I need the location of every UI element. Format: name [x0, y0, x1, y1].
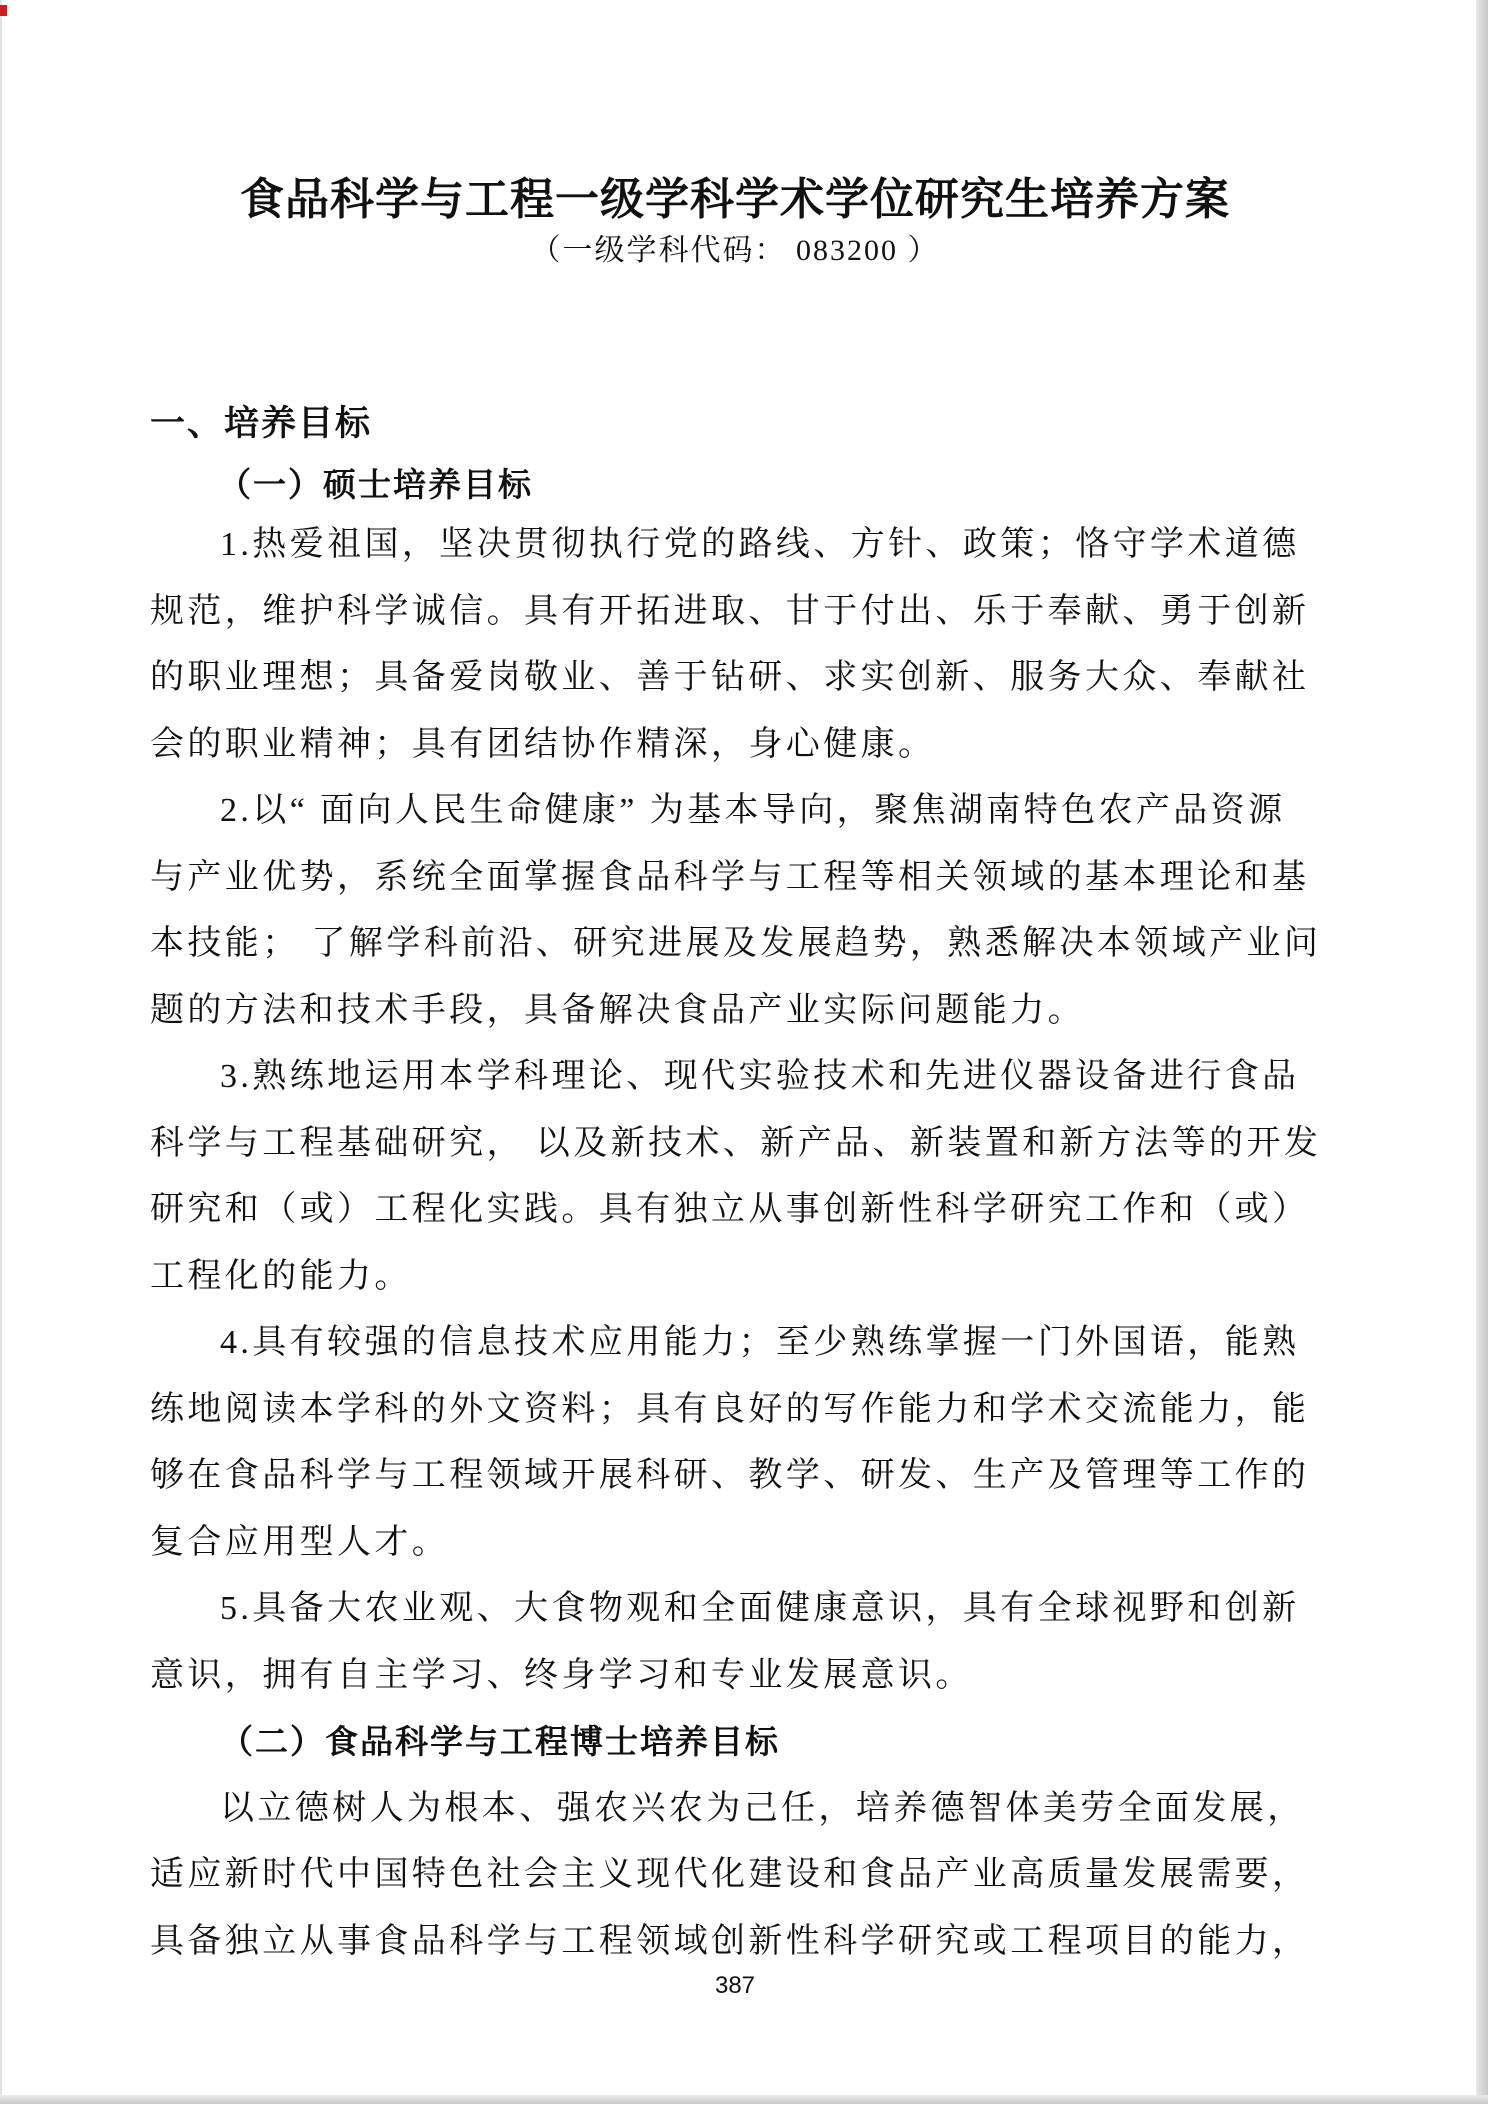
- page-number: 387: [714, 1972, 756, 1999]
- paragraph-4-line: 练地阅读本学科的外文资料；具有良好的写作能力和学术交流能力，能: [150, 1390, 1310, 1428]
- section-heading-training-objectives: 一、培养目标: [150, 404, 373, 443]
- document-title: 食品科学与工程一级学科学术学位研究生培养方案: [240, 175, 1230, 224]
- paragraph-1-line: 规范，维护科学诚信。具有开拓进取、甘于付出、乐于奉献、勇于创新: [150, 592, 1310, 630]
- paragraph-3-line: 3.熟练地运用本学科理论、现代实验技术和先进仪器设备进行食品: [220, 1058, 1300, 1095]
- doctor-paragraph-line: 适应新时代中国特色社会主义现代化建设和食品产业高质量发展需要，: [150, 1856, 1310, 1893]
- paragraph-2-line: 与产业优势，系统全面掌握食品科学与工程等相关领域的基本理论和基: [150, 858, 1310, 896]
- subsection-heading-master-objectives: （一）硕士培养目标: [218, 466, 533, 503]
- paragraph-2-line: 2.以“ 面向人民生命健康” 为基本导向，聚焦湖南特色农产品资源: [220, 792, 1286, 829]
- doctor-paragraph-line: 以立德树人为根本、强农兴农为己任，培养德智体美劳全面发展，: [220, 1789, 1305, 1827]
- paragraph-4-line: 复合应用型人才。: [150, 1523, 450, 1561]
- paragraph-5-line: 5.具备大农业观、大食物观和全面健康意识，具有全球视野和创新: [220, 1590, 1300, 1627]
- paragraph-2-line: 题的方法和技术手段，具备解决食品产业实际问题能力。: [150, 991, 1085, 1029]
- body-text: [150, 512, 1325, 1975]
- paragraph-3-line: 研究和（或）工程化实践。具有独立从事创新性科学研究工作和（或）: [150, 1191, 1310, 1228]
- paragraph-1-line: 会的职业精神；具有团结协作精深，身心健康。: [150, 725, 936, 763]
- scan-edge-bottom: [0, 2095, 1488, 2104]
- subsection-heading-doctor-objectives: （二）食品科学与工程博士培养目标: [220, 1723, 780, 1760]
- paragraph-4-line: 4.具有较强的信息技术应用能力；至少熟练掌握一门外国语，能熟: [220, 1324, 1300, 1361]
- paragraph-1-line: 1.热爱祖国，坚决贯彻执行党的路线、方针、政策；恪守学术道德: [220, 526, 1300, 563]
- paragraph-4-line: 够在食品科学与工程领域开展科研、教学、研发、生产及管理等工作的: [150, 1457, 1310, 1494]
- scan-red-artifact: [0, 5, 7, 16]
- paragraph-1-line: 的职业理想；具备爱岗敬业、善于钻研、求实创新、服务大众、奉献社: [150, 659, 1310, 696]
- doctor-paragraph-line: 具备独立从事食品科学与工程领域创新性科学研究或工程项目的能力，: [150, 1922, 1310, 1960]
- document-subtitle: （一级学科代码： 083200 ）: [530, 234, 940, 267]
- paragraph-3-line: 工程化的能力。: [150, 1257, 412, 1295]
- paragraph-3-line: 科学与工程基础研究， 以及新技术、新产品、新装置和新方法等的开发: [150, 1124, 1322, 1162]
- paragraph-2-line: 本技能； 了解学科前沿、研究进展及发展趋势，熟悉解决本领域产业问: [150, 925, 1322, 962]
- scan-edge-left: [0, 0, 2, 2104]
- scan-edge-right: [1476, 0, 1488, 2104]
- paragraph-5-line: 意识，拥有自主学习、终身学习和专业发展意识。: [150, 1656, 973, 1694]
